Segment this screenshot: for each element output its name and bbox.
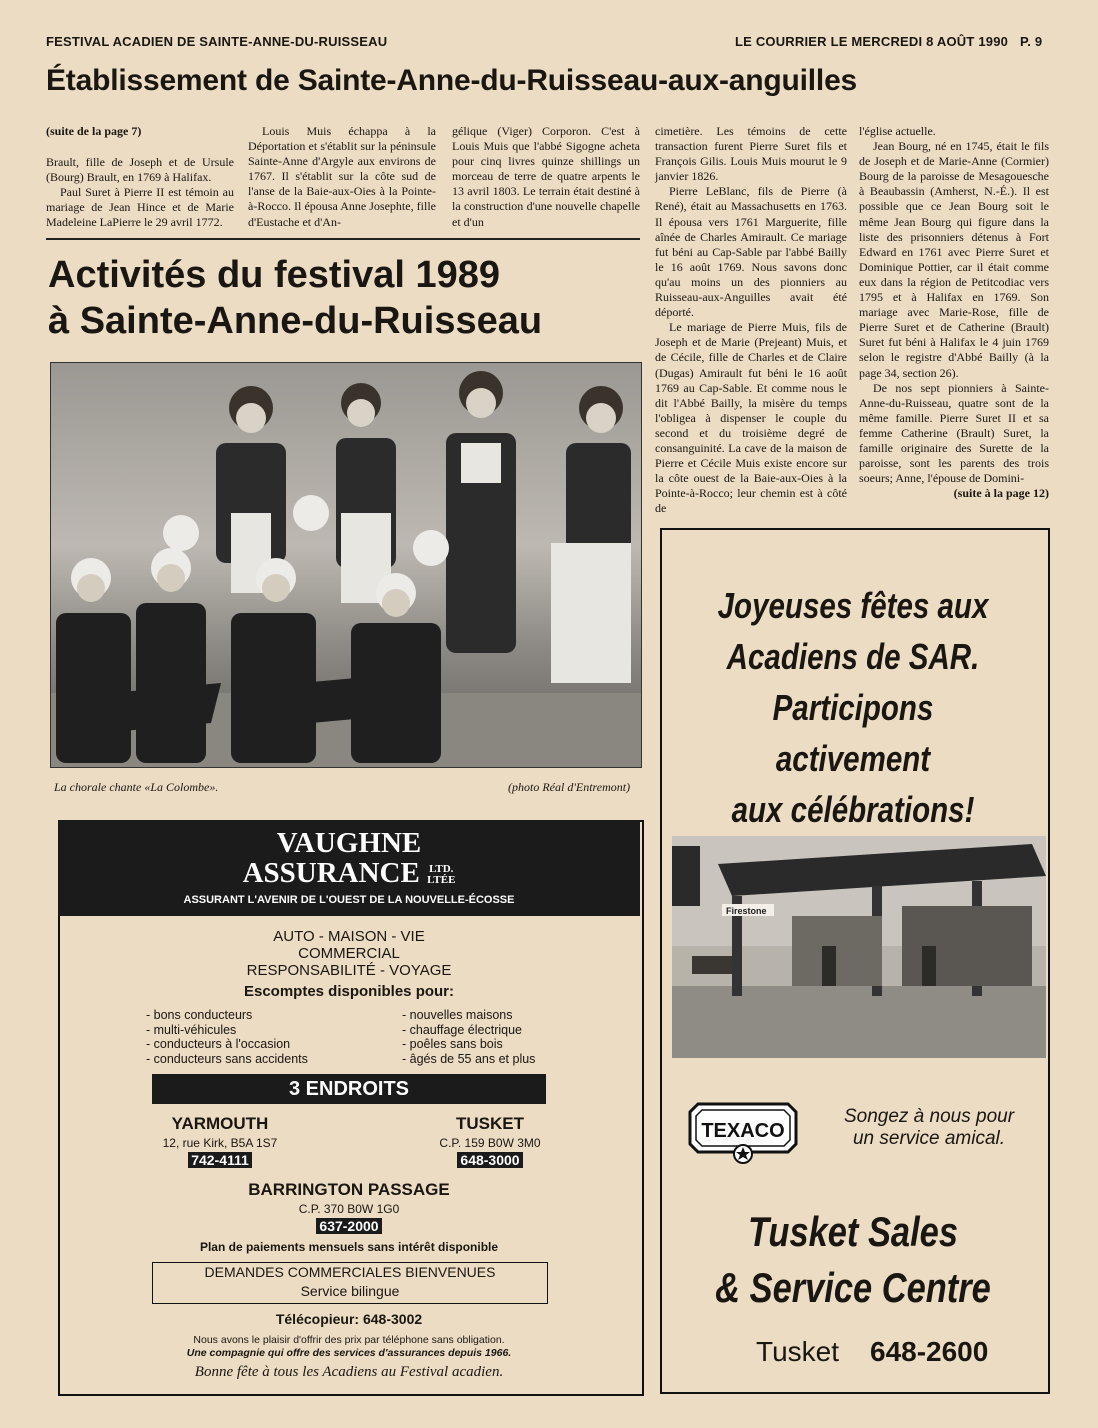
discount-item: - chauffage électrique xyxy=(402,1022,522,1037)
vaughne-assurance: ASSURANCE xyxy=(242,857,420,889)
continued-to: (suite à la page 12) xyxy=(953,486,1049,501)
slogan-line: Songez à nous pour xyxy=(843,1106,1015,1127)
slogan-line: un service amical. xyxy=(852,1128,1006,1149)
gas-station-photo xyxy=(672,836,1046,1058)
article-col-4 xyxy=(655,124,847,516)
paragraph: Paul Suret à Pierre II est témoin au mariage de Jean Hince et de Marie Madeleine LaPierre le 29 avril 1772. xyxy=(46,185,234,230)
paragraph: Brault, fille de Joseph et de Ursule (Bourg) Brault, en 1769 à Halifax. xyxy=(46,155,234,185)
page-number: P. 9 xyxy=(1020,34,1043,49)
discounts-title: Escomptes disponibles pour: xyxy=(243,983,455,1000)
vaughne-ltd xyxy=(427,864,455,886)
coverage-line: COMMERCIAL xyxy=(298,945,400,962)
discount-item: - conducteurs à l'occasion xyxy=(146,1037,291,1051)
location-address: C.P. 370 B0W 1G0 xyxy=(298,1202,400,1216)
greeting-line: aux célébrations! xyxy=(731,789,975,830)
paragraph: Louis Muis échappa à la Déportation et s'établit sur la péninsule Sainte-Anne d'Argyle aux environs de 1767. Il s'établit sur la côte sud de l'anse de la Baie-aux-Oies à la Pointe-à-Rocco. Il épousa Anne Josephte, fille d'Eustache et d'An- xyxy=(248,124,436,229)
article-col-3 xyxy=(452,124,640,230)
article-col-2 xyxy=(248,124,436,230)
bilingual-text: Service bilingue xyxy=(300,1283,400,1299)
festival-title-line2: à Sainte-Anne-du-Ruisseau xyxy=(48,300,543,342)
business-name-line: & Service Centre xyxy=(715,1264,991,1311)
article-title: Établissement de Sainte-Anne-du-Ruisseau-aux-anguilles xyxy=(46,64,858,97)
location-barrington xyxy=(58,1180,640,1236)
divider xyxy=(46,238,640,240)
tusket-slogan xyxy=(818,1106,1040,1150)
section-header: FESTIVAL ACADIEN DE SAINTE-ANNE-DU-RUISSEAU xyxy=(46,34,388,49)
paragraph: Le mariage de Pierre Muis, fils de Joseph et de Marie (Prejeant) Muis, et de Cécile, fille de Charles et de Claire (Dugas) Amirault fut béni le 16 août 1769 au Cap-Sable. Et comme nous le dit l'Abbé Bailly, la misère du temps l'obligea à dispenser le couple du second et du troisième degré de consanguinité. La cave de la maison de Pierre et Cécile Muis existe encore sur la côte ouest de la Baie-aux-Oies à la Pointe-à-Rocco; leur chemin est à côté de xyxy=(655,320,847,516)
greeting-line: Acadiens de SAR. xyxy=(726,636,980,677)
commercial-text: DEMANDES COMMERCIALES BIENVENUES xyxy=(204,1264,496,1280)
payment-plan: Plan de paiements mensuels sans intérêt disponible xyxy=(199,1240,499,1254)
discount-item: - nouvelles maisons xyxy=(402,1008,513,1022)
commercial-box xyxy=(152,1262,548,1304)
gas-station-illustration xyxy=(672,836,1046,1058)
discounts-left xyxy=(146,1008,308,1066)
vaughne-name-2 xyxy=(58,858,640,888)
paragraph: Pierre LeBlanc, fils de Pierre (à René), était au Massachusetts en 1763. Il épousa vers 1761 Marguerite, fille aînée de Charles Amirault. Ce mariage fut béni au Cap-Sable par l'abbé Bailly le 16 août 1769. Nous savons donc qu'au moins un des pionniers au Ruisseau-aux-Anguilles avait été déporté. xyxy=(655,184,847,320)
tusket-greeting xyxy=(660,580,1046,835)
paragraph: De nos sept pionniers à Sainte-Anne-du-Ruisseau, quatre sont de la même famille. Pierre Suret II et sa femme Catherine (Brault) Suret, la famille originaire des Surette de la paroisse, sont les parents des trois soeurs; Anne, l'épouse de Domini- xyxy=(859,380,1049,486)
location-address: C.P. 159 B0W 3M0 xyxy=(439,1136,541,1150)
tusket-business-name xyxy=(660,1204,1046,1316)
tusket-phone: 648-2600 xyxy=(870,1336,989,1367)
location-yarmouth xyxy=(160,1114,280,1170)
business-name-line: Tusket Sales xyxy=(748,1208,958,1255)
texaco-logo-icon xyxy=(688,1102,798,1164)
vaughne-name: VAUGHNE xyxy=(276,827,422,859)
vaughne-lines xyxy=(58,928,640,1000)
texaco-logo xyxy=(688,1102,798,1164)
discount-item: - conducteurs sans accidents xyxy=(146,1051,308,1066)
paragraph: Jean Bourg, né en 1745, était le fils de Joseph et de Marie-Anne (Cormier) Bourg de la paroisse de Mesagouesche à Beaubassin (Amherst, N.-É.). Il est possible que ce Jean Bourg soit le même Jean Bourg qui figure dans la liste des prisonniers détenus à Fort Edward en 1761 avec Pierre Suret et Dominique Pottier, car il était comme eux dans la région de Petitcodiac vers 1795 et à Halifax en 1769. Son mariage avec Marie-Rose, fille de Pierre Suret et de Catherine (Brault) Suret fut béni à Halifax le 4 juin 1769 selon le registre d'Abbé Bailly (à la page 34, section 26). xyxy=(859,139,1049,380)
festival-title-line1: Activités du festival 1989 xyxy=(48,254,500,296)
location-phone: 637-2000 xyxy=(316,1218,381,1234)
locations-banner: 3 ENDROITS xyxy=(152,1074,546,1104)
station-sign: Firestone xyxy=(726,906,767,916)
article-col-5 xyxy=(859,124,1049,501)
paragraph: l'église actuelle. xyxy=(859,124,936,138)
paragraph: cimetière. Les témoins de cette transaction furent Pierre Suret fils et François Gilis. Louis Muis mourut le 9 janvier 1826. xyxy=(655,124,847,184)
tusket-town: Tusket xyxy=(756,1336,839,1367)
photo-credit: (photo Réal d'Entremont) xyxy=(508,780,631,794)
choir-photo xyxy=(50,362,642,768)
discounts-right xyxy=(402,1008,535,1066)
location-name: YARMOUTH xyxy=(171,1114,269,1133)
discount-item: - poêles sans bois xyxy=(402,1037,503,1051)
article-col-1 xyxy=(46,124,234,231)
discount-item: - multi-véhicules xyxy=(146,1022,237,1037)
festival-title xyxy=(48,252,542,344)
company-text: Une compagnie qui offre des services d'assurances depuis 1966. xyxy=(186,1347,512,1359)
continued-from: (suite de la page 7) xyxy=(46,124,142,138)
greeting-line: Joyeuses fêtes aux xyxy=(717,585,989,626)
vaughne-tagline: ASSURANT L'AVENIR DE L'OUEST DE LA NOUVELLE-ÉCOSSE xyxy=(183,894,515,906)
ltee: LTÉE xyxy=(427,874,456,887)
discount-item: - âgés de 55 ans et plus xyxy=(402,1051,536,1066)
greeting-line: Participons activement xyxy=(772,687,934,779)
location-phone: 742-4111 xyxy=(188,1152,252,1168)
location-address: 12, rue Kirk, B5A 1S7 xyxy=(162,1136,278,1150)
greeting: Bonne fête à tous les Acadiens au Festival acadien. xyxy=(194,1364,504,1380)
paper-date: LE COURRIER LE MERCREDI 8 AOÛT 1990 xyxy=(735,34,1009,49)
vaughne-ad-header xyxy=(58,820,640,916)
offer-text: Nous avons le plaisir d'offrir des prix par téléphone sans obligation. xyxy=(193,1334,505,1346)
discount-item: - bons conducteurs xyxy=(146,1008,253,1022)
coverage-line: AUTO - MAISON - VIE xyxy=(273,928,425,945)
location-name: TUSKET xyxy=(456,1114,524,1133)
photo-caption: La chorale chante «La Colombe». xyxy=(54,780,219,794)
fax: Télécopieur: 648-3002 xyxy=(275,1311,423,1327)
location-phone: 648-3000 xyxy=(457,1152,522,1168)
coverage-line: RESPONSABILITÉ - VOYAGE xyxy=(246,962,452,979)
paragraph: gélique (Viger) Corporon. C'est à Louis Muis que l'abbé Sigogne acheta pour cinq livres quinze shillings un morceau de terre de quatre arpents le 13 avril 1803. Le terrain était destiné à la construction d'une nouvelle chapelle et d'un xyxy=(452,124,640,229)
texaco-logo-text: TEXACO xyxy=(701,1120,785,1142)
choir-photo-illustration xyxy=(51,363,641,767)
ltd: LTD. xyxy=(429,863,454,876)
location-name: BARRINGTON PASSAGE xyxy=(248,1180,450,1199)
location-tusket xyxy=(430,1114,550,1170)
